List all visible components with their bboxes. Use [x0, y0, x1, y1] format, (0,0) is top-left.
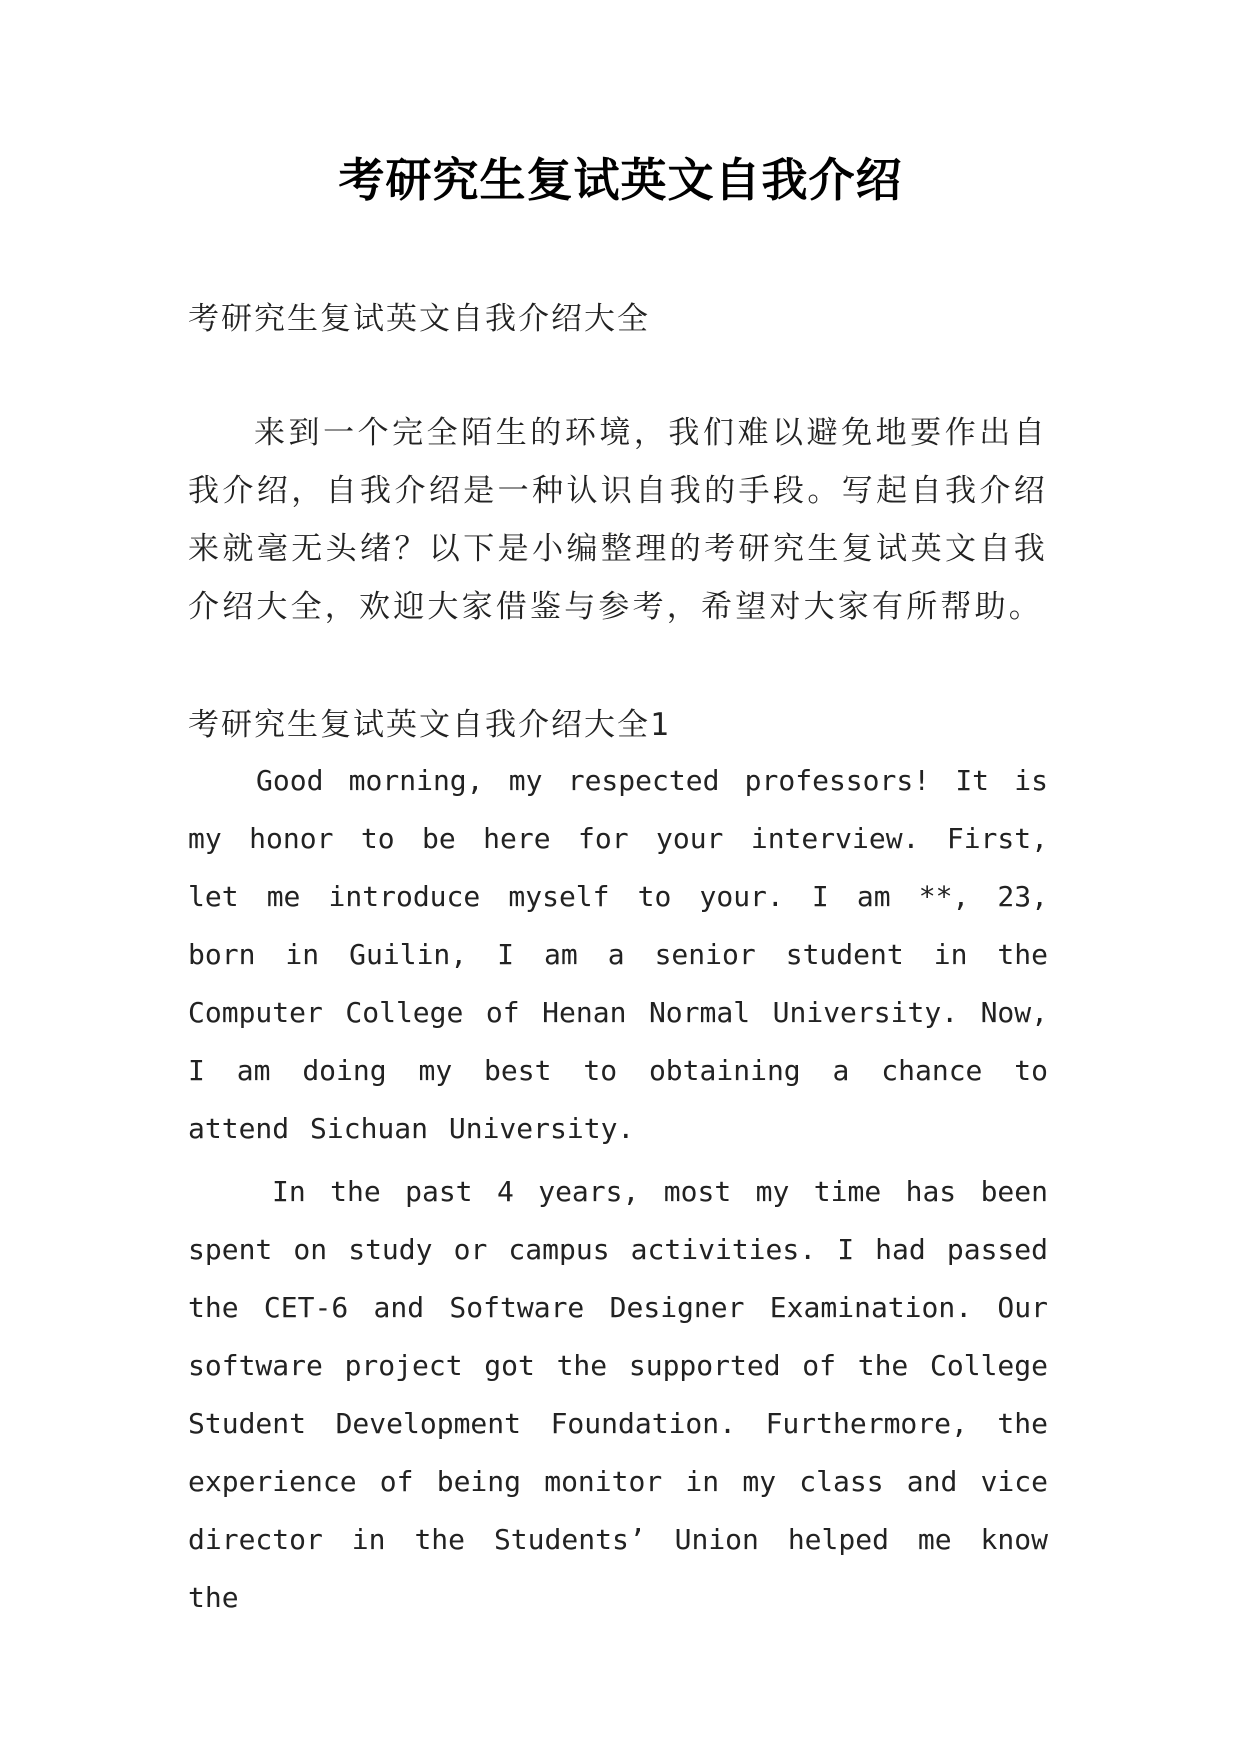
english-paragraph-1: Good morning, my respected professors! It is my honor to be here for your interview. First, let me introduce myself to your. I am **, 23, born in Guilin, I am a senior student in the Computer College of Henan Normal University. Now, I am doing my best to obtaining a chance to attend Sichuan University. [188, 764, 1048, 1145]
english-paragraph-2: In the past 4 years, most my time has been spent on study or campus activities. I had passed the CET-6 and Software Designer Examination. Our software project got the supported of the College Student Development Foundation. Furthermore, the experience of being monitor in my class and vice director in the Students’ Union helped me know the [188, 1175, 1048, 1614]
section-heading: 考研究生复试英文自我介绍大全1 [188, 707, 671, 743]
document-title: 考研究生复试英文自我介绍 [338, 153, 903, 207]
document-subtitle: 考研究生复试英文自我介绍大全 [188, 301, 650, 337]
intro-paragraph: 来到一个完全陌生的环境，我们难以避免地要作出自我介绍，自我介绍是一种认识自我的手段。写起自我介绍来就毫无头绪？以下是小编整理的考研究生复试英文自我介绍大全，欢迎大家借鉴与参考，希望对大家有所帮助。 [188, 415, 1048, 625]
